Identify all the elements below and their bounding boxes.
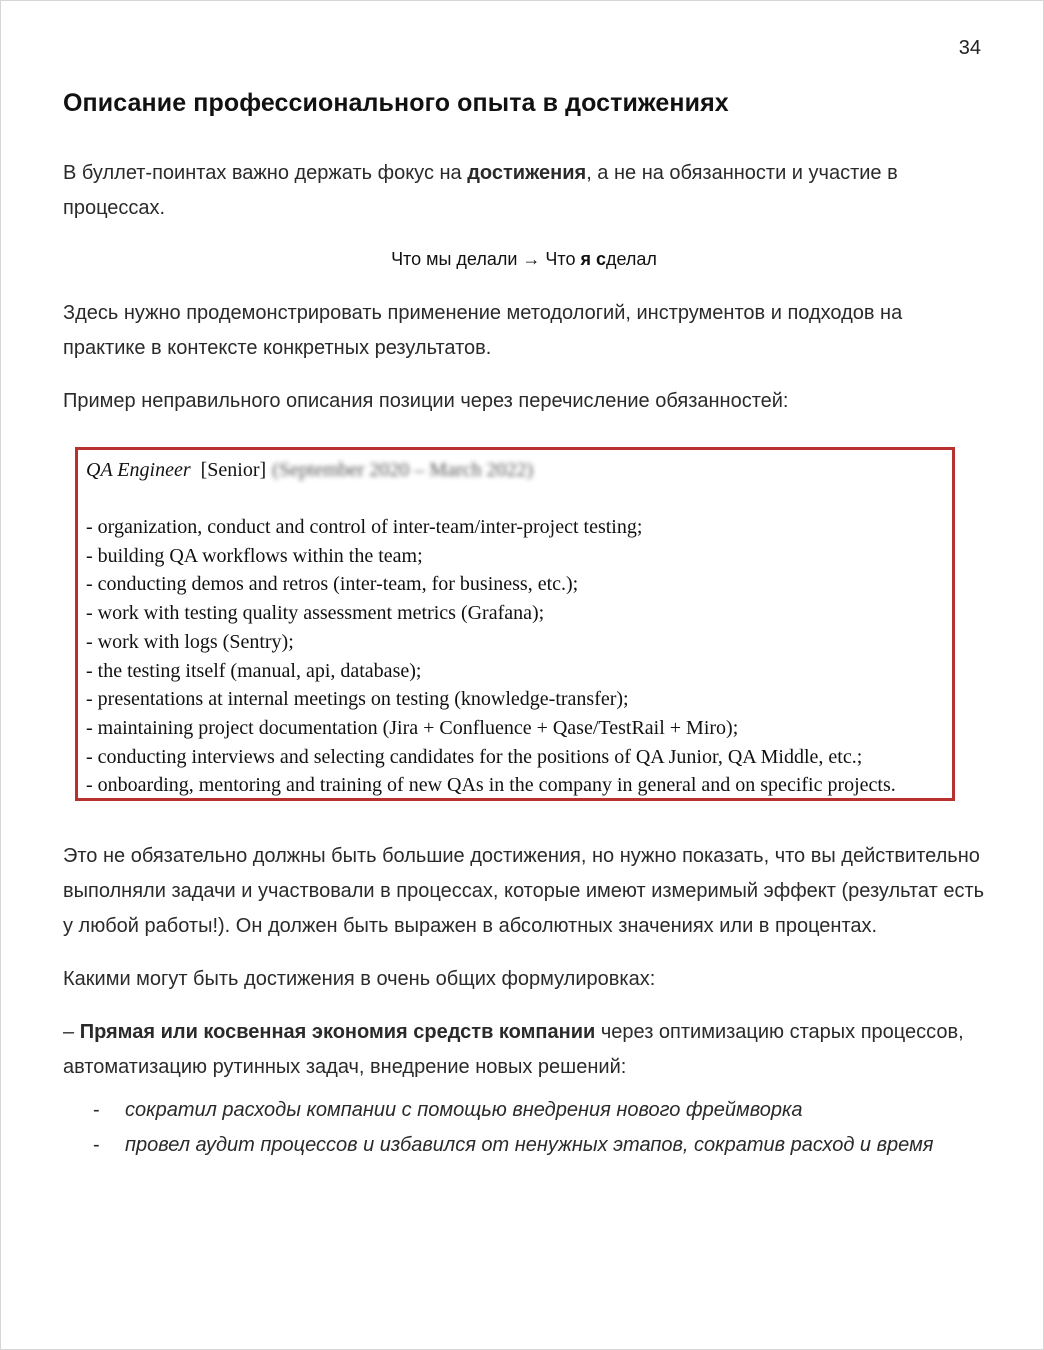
- example-role: QA Engineer: [86, 459, 191, 481]
- savings-bullet-item: [63, 1128, 985, 1163]
- bullet-marker: -: [93, 1134, 100, 1156]
- contrast-line: [63, 244, 985, 274]
- savings-prefix: –: [63, 1021, 80, 1043]
- contrast-part1: Что мы делали → Что: [391, 249, 581, 269]
- page-number: 34: [958, 37, 981, 59]
- example-duty-item: - conducting interviews and selecting candidates for the positions of QA Junior, QA Middle, etc.;: [86, 745, 863, 768]
- example-duty-item: - conducting demos and retros (inter-team, for business, etc.);: [86, 573, 579, 596]
- savings-bold: Прямая или косвенная экономия средств компании: [79, 1021, 596, 1043]
- savings-bullet-list: [63, 1093, 985, 1163]
- example-duty-item: - organization, conduct and control of inter-team/inter-project testing;: [86, 516, 643, 538]
- intro-text-after: , а не на обязанности и участие в процессах.: [63, 162, 898, 219]
- example-duty-item: - work with logs (Sentry);: [86, 630, 294, 653]
- intro-bold-word: достижения: [467, 162, 587, 184]
- example-duty-item: - maintaining project documentation (Jira + Confluence + Qase/TestRail + Miro);: [86, 716, 739, 739]
- bullet-marker: -: [93, 1099, 100, 1121]
- example-level: [Senior]: [200, 459, 267, 481]
- intro-text-before: В буллет-поинтах важно держать фокус на: [63, 162, 468, 184]
- example-duties-list: [86, 513, 944, 800]
- example-dates-blurred: (September 2020 – March 2022): [272, 459, 534, 481]
- savings-paragraph: [63, 1015, 985, 1085]
- example-intro-paragraph: Пример неправильного описания позиции через перечисление обязанностей:: [63, 390, 789, 412]
- methods-paragraph: Здесь нужно продемонстрировать применение методологий, инструментов и подходов на практике в контексте конкретных результатов.: [63, 302, 903, 359]
- savings-bullet-text: провел аудит процессов и избавился от ненужных этапов, сократив расход и время: [125, 1134, 934, 1156]
- example-duty-item: - building QA workflows within the team;: [86, 544, 423, 567]
- page-content: [63, 89, 985, 1163]
- example-header: [86, 456, 944, 484]
- example-duty-item: - presentations at internal meetings on testing (knowledge-transfer);: [86, 688, 629, 711]
- savings-bullet-item: [63, 1093, 985, 1128]
- example-duty-item: - work with testing quality assessment metrics (Grafana);: [86, 602, 545, 625]
- example-spacer: [86, 484, 944, 513]
- section-heading: Описание профессионального опыта в достижениях: [63, 89, 729, 117]
- measurable-paragraph: Это не обязательно должны быть большие достижения, но нужно показать, что вы действительно выполняли задачи и участвовали в процессах, которые имеют измеримый эффект (результат есть у любой работы!). Он должен быть выражен в абсолютных значениях или в процентах.: [63, 845, 985, 937]
- example-duty-item: - the testing itself (manual, api, database);: [86, 659, 422, 682]
- general-paragraph: Какими могут быть достижения в очень общих формулировках:: [63, 968, 656, 990]
- example-duty-item: - onboarding, mentoring and training of new QAs in the company in general and on specific projects.: [86, 774, 896, 797]
- savings-rest: через оптимизацию старых процессов, автоматизацию рутинных задач, внедрение новых решений:: [63, 1021, 964, 1078]
- savings-bullet-text: сократил расходы компании с помощью внедрения нового фреймворка: [125, 1099, 803, 1121]
- intro-paragraph: [63, 156, 985, 226]
- wrong-example-box: [75, 447, 955, 801]
- contrast-bold: я с: [580, 249, 606, 269]
- contrast-part2: делал: [605, 249, 657, 269]
